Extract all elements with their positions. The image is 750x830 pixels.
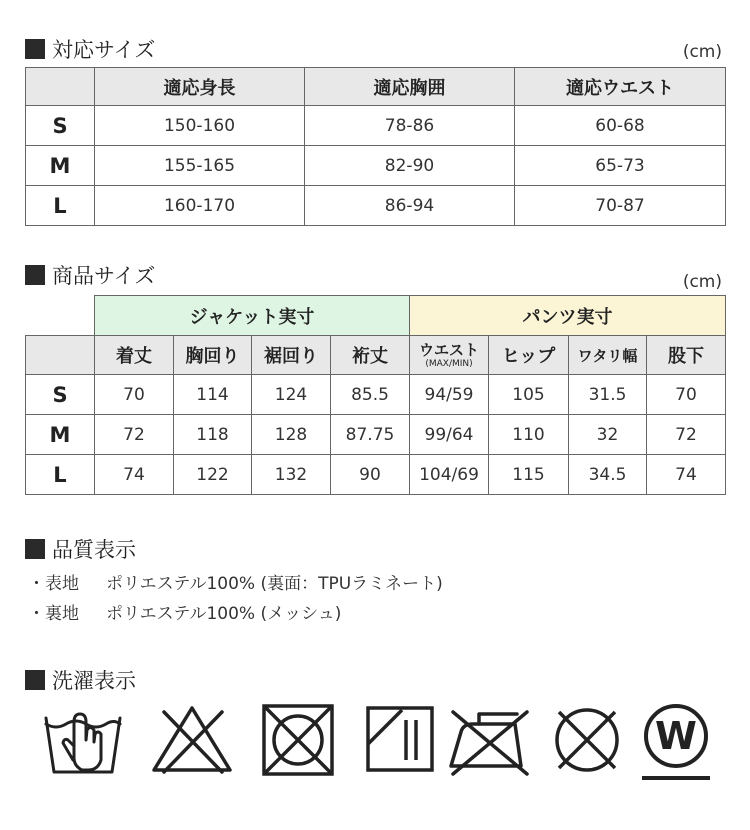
table-row <box>26 186 726 226</box>
table-cell: 94/59 <box>410 375 489 415</box>
table-cell: 118 <box>174 415 252 455</box>
table-header-row <box>26 336 726 375</box>
table-cell: 31.5 <box>569 375 647 415</box>
table-cell: 87.75 <box>331 415 410 455</box>
section-heading-supported-size <box>25 34 155 64</box>
table-cell: 60-68 <box>515 106 726 146</box>
table-cell: 104/69 <box>410 455 489 495</box>
column-header: 股下 <box>647 336 726 375</box>
table-cell: 99/64 <box>410 415 489 455</box>
waist-label: ウエスト <box>418 341 479 359</box>
table-cell: 65-73 <box>515 146 726 186</box>
table-row <box>26 455 726 495</box>
size-label: M <box>26 415 95 455</box>
table-cell: 74 <box>647 455 726 495</box>
section-heading-quality <box>25 534 136 564</box>
care-icons <box>40 700 720 790</box>
size-label: L <box>26 455 95 495</box>
table-cell: 155-165 <box>95 146 305 186</box>
table-cell: 122 <box>174 455 252 495</box>
table-cell: 74 <box>95 455 174 495</box>
line-dry-shade-icon <box>362 700 442 780</box>
section-heading-care <box>25 665 136 695</box>
wet-clean-gentle-icon <box>636 700 716 784</box>
column-header: 裾回り <box>252 336 331 375</box>
table-cell: 128 <box>252 415 331 455</box>
waist-sub-label: (MAX/MIN) <box>425 359 473 369</box>
corner-cell <box>26 336 95 375</box>
size-label: L <box>26 186 95 226</box>
corner-cell <box>26 68 95 106</box>
table-cell: 114 <box>174 375 252 415</box>
material-line-outer <box>28 569 443 594</box>
table-cell: 160-170 <box>95 186 305 226</box>
table-cell: 105 <box>489 375 569 415</box>
pants-group-header: パンツ実寸 <box>410 296 726 336</box>
column-header-waist <box>410 336 489 375</box>
group-header-row <box>26 296 726 336</box>
size-label: S <box>26 375 95 415</box>
square-bullet-icon <box>25 39 45 59</box>
section-title: 対応サイズ <box>52 38 156 62</box>
table-header-row <box>26 68 726 106</box>
no-tumble-dry-icon <box>258 700 338 780</box>
table-cell: 90 <box>331 455 410 495</box>
table-row <box>26 146 726 186</box>
table-cell: 70-87 <box>515 186 726 226</box>
unit-label: (cm) <box>682 42 722 62</box>
section-title: 商品サイズ <box>52 264 156 288</box>
section-heading-product-size <box>25 260 155 290</box>
material-label: ・表地 <box>28 574 79 594</box>
material-text: ポリエステル100% (裏面：TPUラミネート) <box>106 574 443 594</box>
table-cell: 132 <box>252 455 331 495</box>
hand-wash-icon <box>40 700 126 780</box>
column-header: ワタリ幅 <box>569 336 647 375</box>
table-cell: 85.5 <box>331 375 410 415</box>
table-cell: 150-160 <box>95 106 305 146</box>
supported-size-table <box>25 67 726 226</box>
jacket-group-header: ジャケット実寸 <box>95 296 410 336</box>
material-line-lining <box>28 599 341 624</box>
square-bullet-icon <box>25 670 45 690</box>
table-row <box>26 375 726 415</box>
column-header: 胸回り <box>174 336 252 375</box>
size-label: S <box>26 106 95 146</box>
no-iron-icon <box>445 700 535 780</box>
size-label: M <box>26 146 95 186</box>
table-cell: 70 <box>95 375 174 415</box>
table-cell: 72 <box>647 415 726 455</box>
product-size-table <box>25 295 726 495</box>
column-header: 適応ウエスト <box>515 68 726 106</box>
material-label: ・裏地 <box>28 604 79 624</box>
table-row <box>26 106 726 146</box>
no-bleach-icon <box>150 700 234 780</box>
table-cell: 86-94 <box>305 186 515 226</box>
material-text: ポリエステル100% (メッシュ) <box>106 604 342 624</box>
wet-clean-letter: W <box>655 714 697 758</box>
table-cell: 72 <box>95 415 174 455</box>
table-cell: 34.5 <box>569 455 647 495</box>
table-row <box>26 415 726 455</box>
table-cell: 124 <box>252 375 331 415</box>
unit-label: (cm) <box>682 272 722 292</box>
section-title: 洗濯表示 <box>52 669 136 693</box>
column-header: 適応胸囲 <box>305 68 515 106</box>
table-cell: 82-90 <box>305 146 515 186</box>
no-dry-clean-icon <box>547 700 627 780</box>
section-title: 品質表示 <box>52 538 136 562</box>
column-header: ヒップ <box>489 336 569 375</box>
square-bullet-icon <box>25 539 45 559</box>
empty-cell <box>26 296 95 336</box>
square-bullet-icon <box>25 265 45 285</box>
table-cell: 110 <box>489 415 569 455</box>
table-cell: 32 <box>569 415 647 455</box>
table-cell: 70 <box>647 375 726 415</box>
table-cell: 115 <box>489 455 569 495</box>
column-header: 裄丈 <box>331 336 410 375</box>
table-cell: 78-86 <box>305 106 515 146</box>
column-header: 着丈 <box>95 336 174 375</box>
column-header: 適応身長 <box>95 68 305 106</box>
